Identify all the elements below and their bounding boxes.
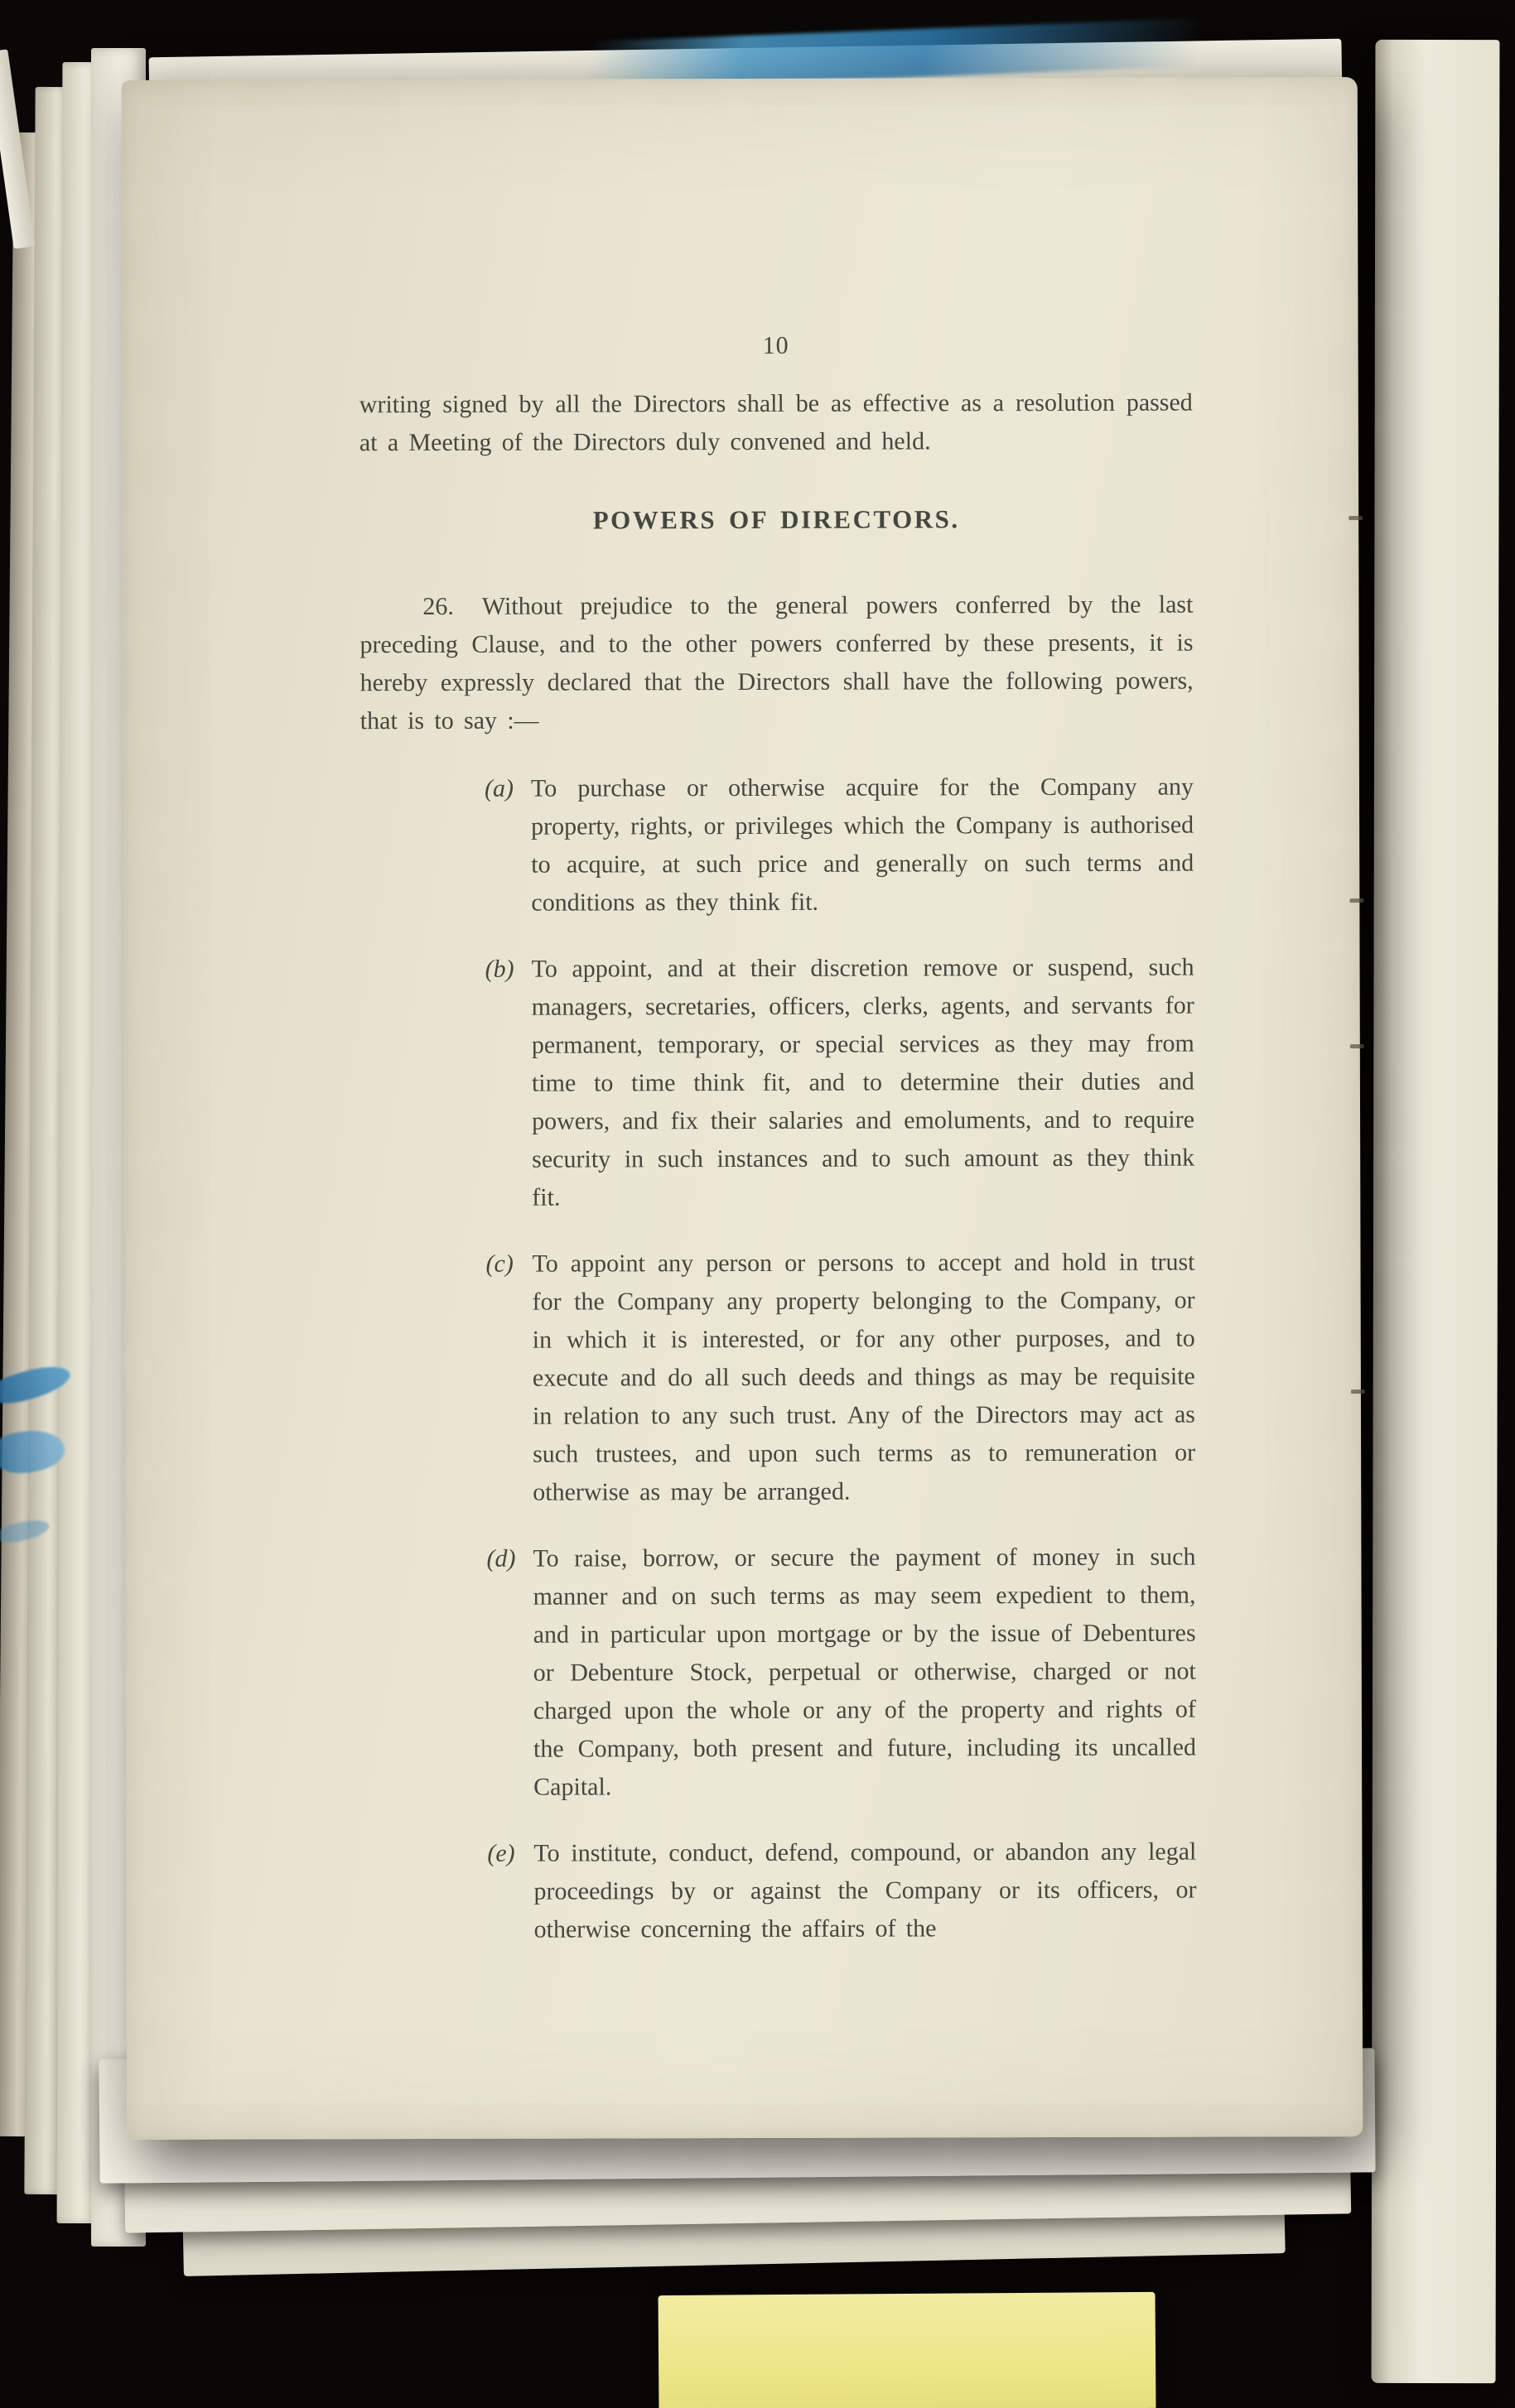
item-label: (b) (485, 955, 514, 983)
clause-number: 26. (422, 592, 454, 621)
document-page (122, 77, 1363, 2140)
item-text: To raise, borrow, or secure the payment of money in such manner and on such terms as may seem expedient to them, and in particular upon mortgage or by the issue of Debentures or Debenture Stock, perpetual or otherwise, charged or not charged upon the whole or any of the property and rights of the Company, both present and future, including its uncalled Capital. (533, 1543, 1197, 1801)
item-label: (a) (484, 774, 514, 802)
clause-text: Without prejudice to the general powers conferred by the last preceding Clause, and to the other powers conferred by these presents, it is hereby expressly declared that the Directors shall have the following powers, that is to say :— (359, 590, 1194, 735)
sticky-note (659, 2292, 1156, 2408)
stitch-mark (1351, 1389, 1365, 1394)
right-page-edge (1372, 40, 1500, 2383)
powers-list (360, 768, 1197, 1950)
stitch-mark (1349, 516, 1363, 520)
clause-26-paragraph (359, 586, 1193, 741)
item-text: To institute, conduct, defend, compound, or abandon any legal proceedings by or against the Company or its officers, or otherwise concerning the affairs of the (533, 1837, 1197, 1943)
item-label: (c) (485, 1250, 514, 1278)
item-text: To appoint, and at their discretion remove or suspend, such managers, secretaries, officers, clerks, agents, and servants for permanent, temporary, or special services as they may from time to time think fit, and to determine their duties and powers, and fix their salaries and emoluments, and to require security in such instances and to such amount as they think fit. (531, 953, 1195, 1211)
stitch-mark (1349, 898, 1363, 903)
item-label: (e) (487, 1839, 515, 1867)
stitch-mark (1350, 1044, 1364, 1048)
item-label: (d) (486, 1544, 516, 1572)
section-heading: POWERS OF DIRECTORS. (592, 504, 960, 535)
list-item-c (485, 1244, 1195, 1512)
list-item-e (487, 1833, 1196, 1949)
intro-paragraph: writing signed by all the Directors shall be as effective as a resolution passed at a Meeting of the Directors duly convened and held. (359, 388, 1193, 457)
page-content (359, 326, 1197, 1950)
page-number: 10 (762, 331, 789, 359)
item-text: To appoint any person or persons to accept and hold in trust for the Company any property belonging to the Company, or in which it is interested, or for any other purposes, and to execute and do all such deeds and things as may be requisite in relation to any such trust. Any of the Directors may act as such trustees, and upon such terms as to remuneration or otherwise as may be arranged. (532, 1248, 1196, 1506)
list-item-d (486, 1539, 1196, 1807)
item-text: To purchase or otherwise acquire for the Company any property, rights, or privileges which the Company is authorised to acquire, at such price and generally on such terms and conditions as they think fit. (530, 773, 1194, 917)
list-item-b (485, 949, 1194, 1217)
list-item-a (485, 768, 1194, 922)
